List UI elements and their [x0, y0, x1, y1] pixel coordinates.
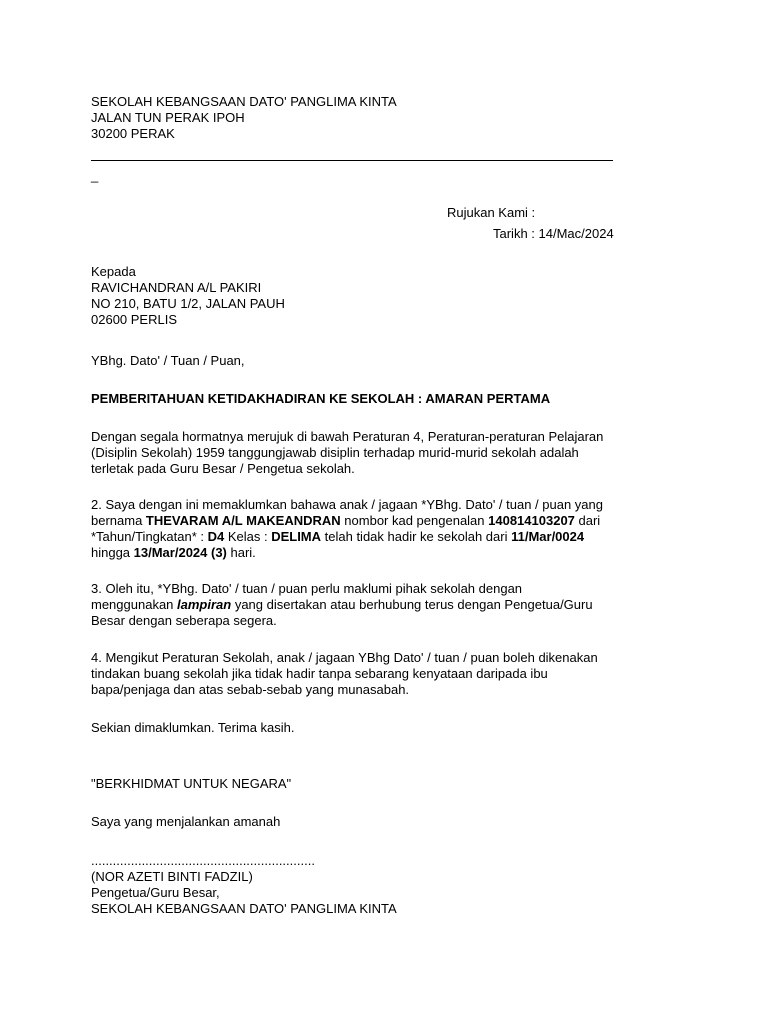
paragraph-2-line: *Tahun/Tingkatan* : D4 Kelas : DELIMA telah tidak hadir ke sekolah dari 11/Mar/0024: [91, 529, 585, 544]
signatory-school: SEKOLAH KEBANGSAAN DATO' PANGLIMA KINTA: [91, 901, 397, 916]
lampiran-emphasis: lampiran: [177, 597, 232, 612]
paragraph-3: [91, 581, 621, 629]
paragraph-2-line: 2. Saya dengan ini memaklumkan bahawa anak / jagaan *YBhg. Dato' / tuan / puan yang: [91, 497, 603, 512]
student-name: THEVARAM A/L MAKEANDRAN: [145, 513, 341, 528]
recipient-name: RAVICHANDRAN A/L PAKIRI: [91, 280, 262, 295]
paragraph-4-line: bapa/penjaga dan atas sebab-sebab yang munasabah.: [91, 682, 410, 697]
ic-number: 140814103207: [488, 513, 575, 528]
paragraph-4: [91, 650, 621, 698]
reference-number: Rujukan Kami :: [447, 205, 536, 220]
recipient-kepada: Kepada: [91, 264, 136, 279]
salutation: YBhg. Dato' / Tuan / Puan,: [91, 353, 245, 368]
trust-line: Saya yang menjalankan amanah: [91, 814, 281, 829]
paragraph-4-line: 4. Mengikut Peraturan Sekolah, anak / jagaan YBhg Dato' / tuan / puan boleh dikenakan: [91, 650, 598, 665]
recipient-block: [91, 264, 621, 328]
absence-date-to: 13/Mar/2024 (3): [133, 545, 227, 560]
closing-line: Sekian dimaklumkan. Terima kasih.: [91, 720, 295, 735]
class-level: D4: [207, 529, 225, 544]
paragraph-4-line: tindakan buang sekolah jika tidak hadir tanpa sebarang kenyataan daripada ibu: [91, 666, 548, 681]
recipient-address-1: NO 210, BATU 1/2, JALAN PAUH: [91, 296, 285, 311]
paragraph-3-line: 3. Oleh itu, *YBhg. Dato' / tuan / puan perlu maklumi pihak sekolah dengan: [91, 581, 523, 596]
letter-subject: PEMBERITAHUAN KETIDAKHADIRAN KE SEKOLAH : AMARAN PERTAMA: [91, 391, 551, 406]
paragraph-1-line: (Disiplin Sekolah) 1959 tanggungjawab disiplin terhadap murid-murid sekolah adalah: [91, 445, 579, 460]
letter-date: Tarikh : 14/Mac/2024: [493, 226, 614, 241]
divider-tail: _: [91, 168, 99, 183]
school-name: SEKOLAH KEBANGSAAN DATO' PANGLIMA KINTA: [91, 94, 397, 109]
letterhead: [91, 94, 621, 142]
recipient-address-2: 02600 PERLIS: [91, 312, 178, 327]
absence-date-from: 11/Mar/0024: [511, 529, 585, 544]
motto: "BERKHIDMAT UNTUK NEGARA": [91, 776, 292, 791]
paragraph-2-line: bernama THEVARAM A/L MAKEANDRAN nombor kad pengenalan 140814103207 dari: [91, 513, 601, 528]
signatory-title: Pengetua/Guru Besar,: [91, 885, 220, 900]
paragraph-1-line: terletak pada Guru Besar / Pengetua sekolah.: [91, 461, 355, 476]
school-address: JALAN TUN PERAK IPOH: [91, 110, 245, 125]
paragraph-1-line: Dengan segala hormatnya merujuk di bawah Peraturan 4, Peraturan-peraturan Pelajaran: [91, 429, 604, 444]
paragraph-3-line: Besar dengan seberapa segera.: [91, 613, 277, 628]
class-name: DELIMA: [271, 529, 322, 544]
paragraph-2: [91, 497, 621, 561]
signature-block: [91, 853, 621, 917]
paragraph-3-line: menggunakan lampiran yang disertakan atau berhubung terus dengan Pengetua/Guru: [91, 597, 593, 612]
signatory-name: (NOR AZETI BINTI FADZIL): [91, 869, 253, 884]
signature-dots: ..............................................................: [91, 853, 315, 868]
paragraph-1: [91, 429, 621, 477]
school-postcode: 30200 PERAK: [91, 126, 175, 141]
header-divider: [91, 160, 613, 161]
paragraph-2-line: hingga 13/Mar/2024 (3) hari.: [91, 545, 256, 560]
